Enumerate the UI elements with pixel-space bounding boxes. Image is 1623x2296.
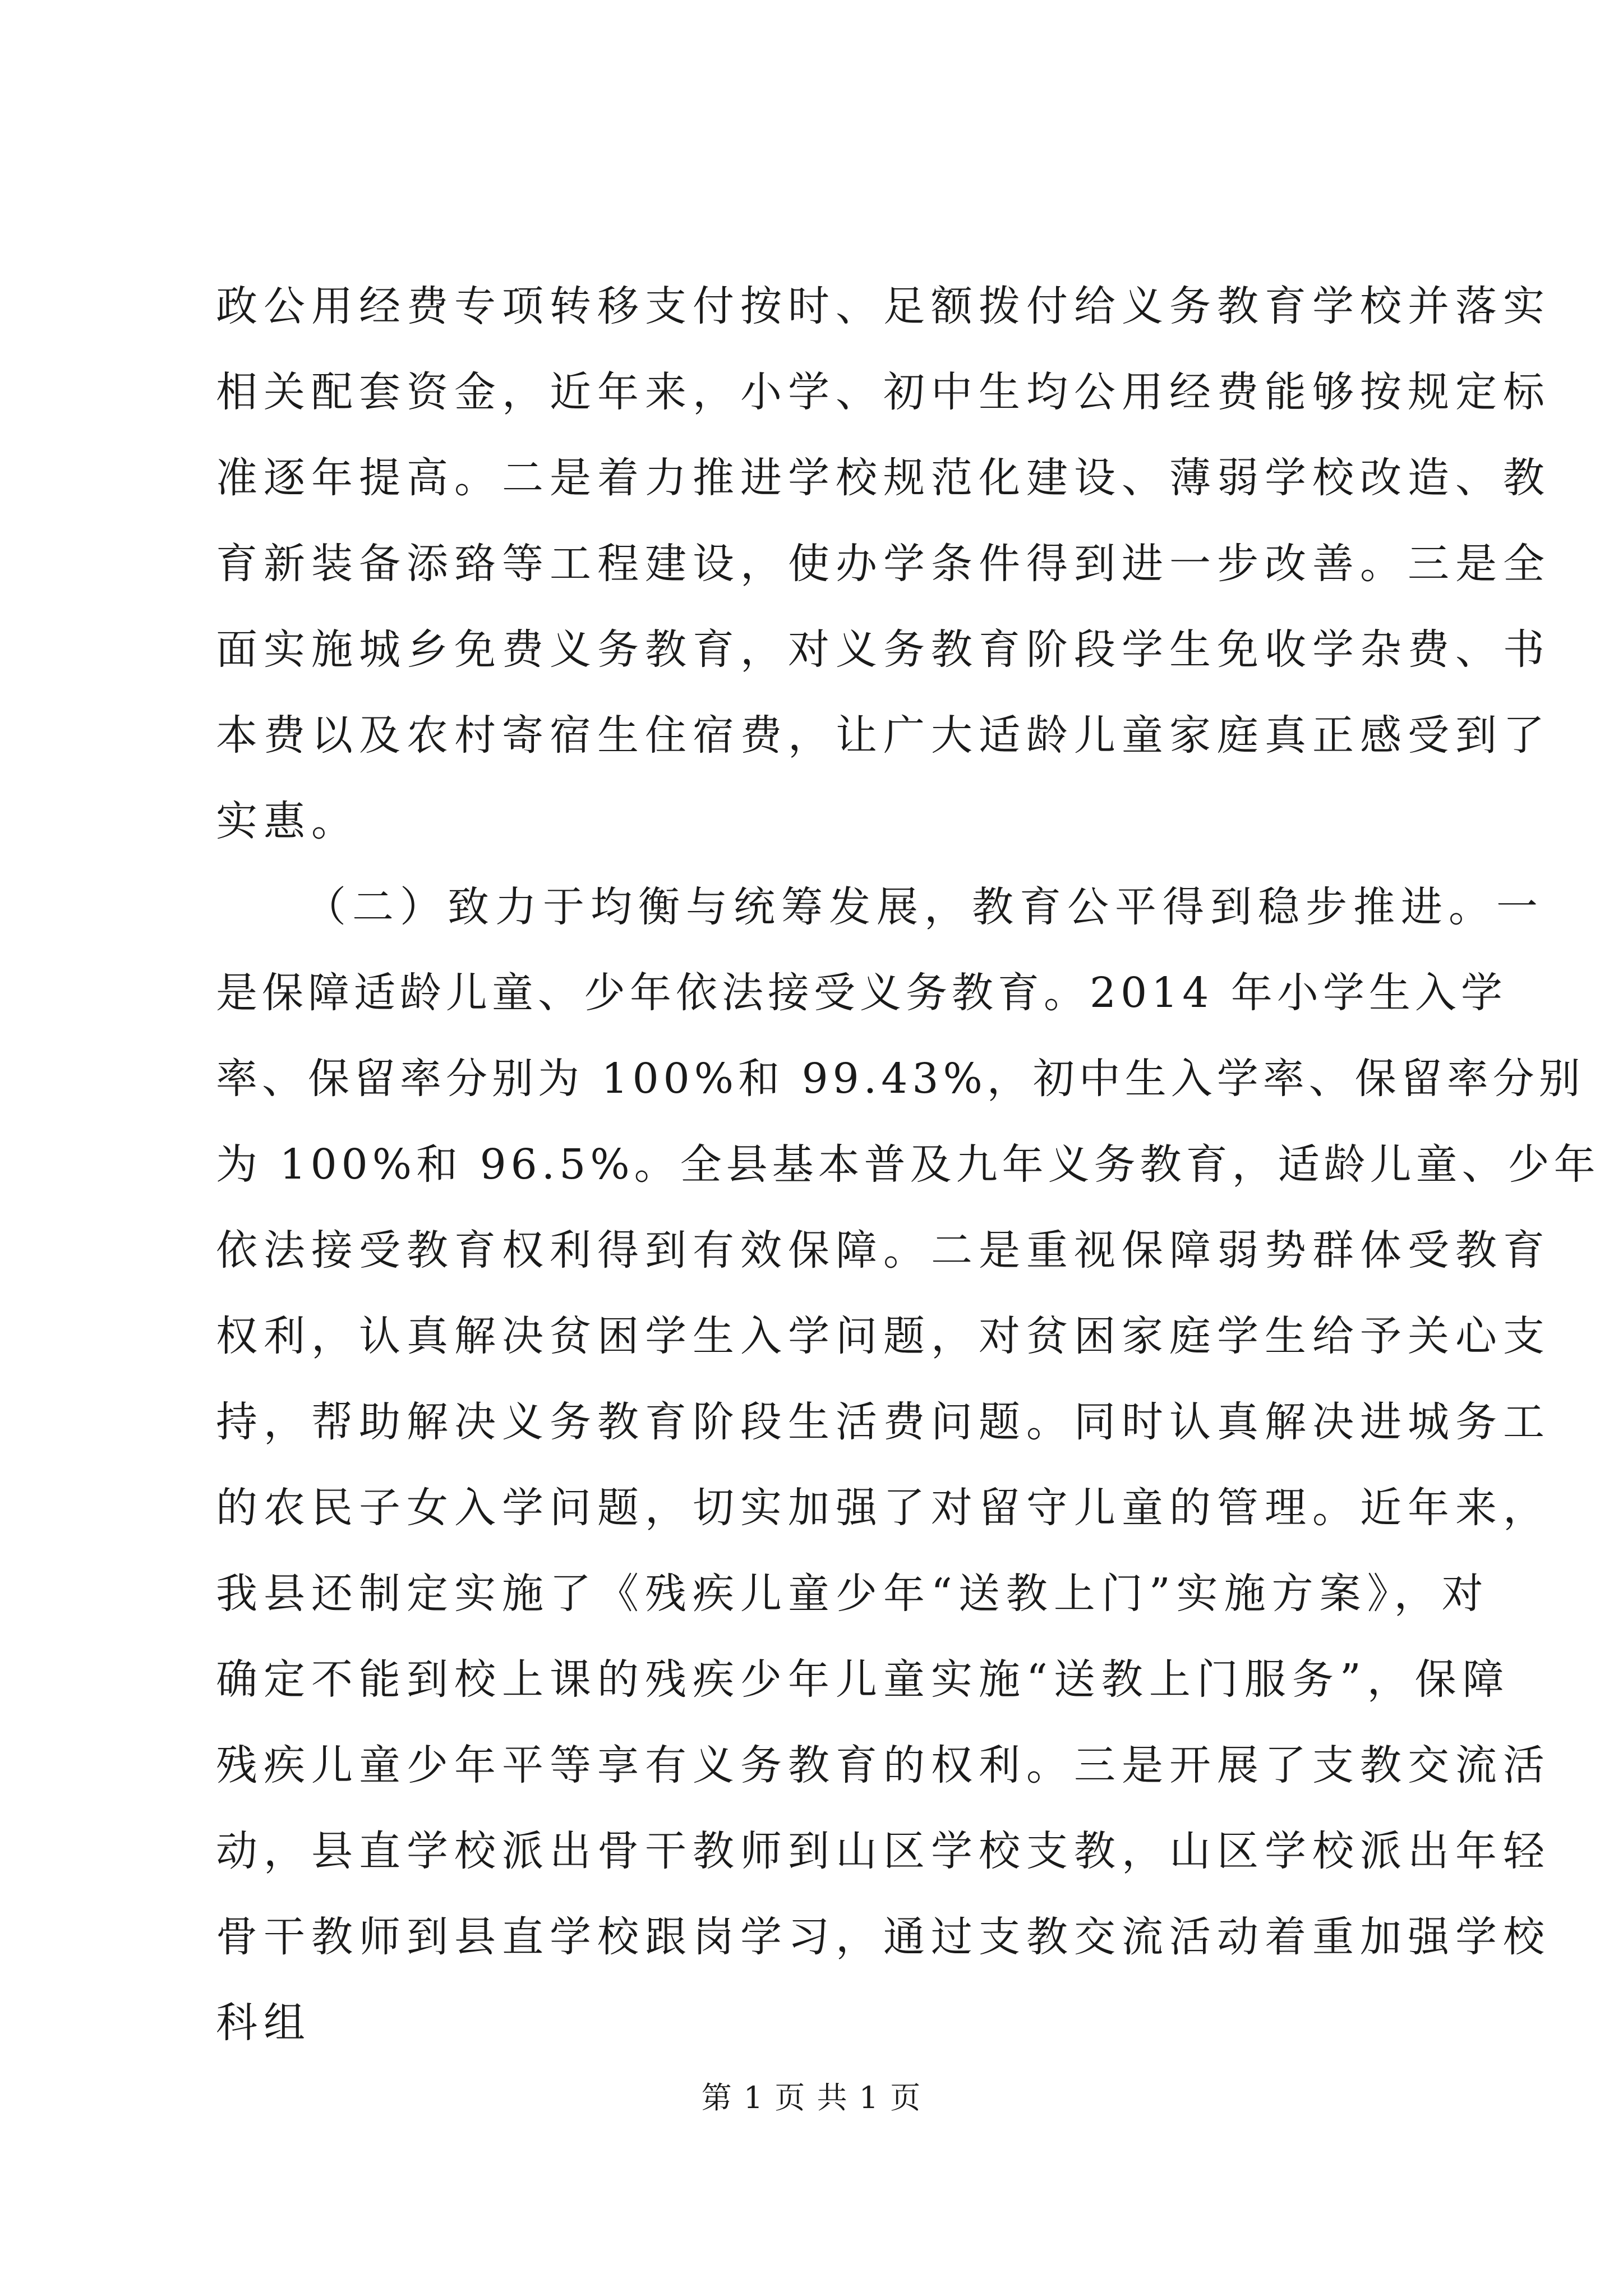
text-line: 的农民子女入学问题，切实加强了对留守儿童的管理。近年来， bbox=[216, 1484, 1551, 1532]
text-line: 我县还制定实施了《残疾儿童少年“送教上门”实施方案》，对 bbox=[216, 1570, 1490, 1618]
text-line: 实惠。 bbox=[216, 797, 359, 845]
text-line: 准逐年提高。二是着力推进学校规范化建设、薄弱学校改造、教 bbox=[216, 454, 1551, 502]
text-line: 面实施城乡免费义务教育，对义务教育阶段学生免收学杂费、书 bbox=[216, 625, 1551, 674]
section-heading-line: （二）致力于均衡与统筹发展，教育公平得到稳步推进。一 bbox=[305, 883, 1544, 931]
text-line: 本费以及农村寄宿生住宿费，让广大适龄儿童家庭真正感受到了 bbox=[216, 711, 1551, 760]
text-line: 骨干教师到县直学校跟岗学习，通过支教交流活动着重加强学校 bbox=[216, 1913, 1551, 1961]
text-line: 动，县直学校派出骨干教师到山区学校支教，山区学校派出年轻 bbox=[216, 1827, 1551, 1875]
text-line: 科组 bbox=[216, 1999, 311, 2047]
body-text bbox=[216, 264, 1600, 2066]
text-line: 确定不能到校上课的残疾少年儿童实施“送教上门服务”，保障 bbox=[216, 1655, 1510, 1704]
text-line: 政公用经费专项转移支付按时、足额拨付给义务教育学校并落实 bbox=[216, 282, 1551, 330]
text-line: 育新装备添臵等工程建设，使办学条件得到进一步改善。三是全 bbox=[216, 540, 1551, 588]
page-number-footer: 第 1 页 共 1 页 bbox=[701, 2080, 922, 2115]
text-line: 残疾儿童少年平等享有义务教育的权利。三是开展了支教交流活 bbox=[216, 1741, 1551, 1789]
text-line: 依法接受教育权利得到有效保障。二是重视保障弱势群体受教育 bbox=[216, 1226, 1551, 1274]
text-line: 权利，认真解决贫困学生入学问题，对贫困家庭学生给予关心支 bbox=[216, 1312, 1551, 1360]
text-line: 持，帮助解决义务教育阶段生活费问题。同时认真解决进城务工 bbox=[216, 1398, 1551, 1446]
text-line: 为 100%和 96.5%。全县基本普及九年义务教育，适龄儿童、少年 bbox=[216, 1140, 1600, 1189]
text-line: 相关配套资金，近年来，小学、初中生均公用经费能够按规定标 bbox=[216, 368, 1551, 416]
text-line: 是保障适龄儿童、少年依法接受义务教育。2014 年小学生入学 bbox=[216, 969, 1507, 1017]
text-line: 率、保留率分别为 100%和 99.43%，初中生入学率、保留率分别 bbox=[216, 1055, 1585, 1103]
